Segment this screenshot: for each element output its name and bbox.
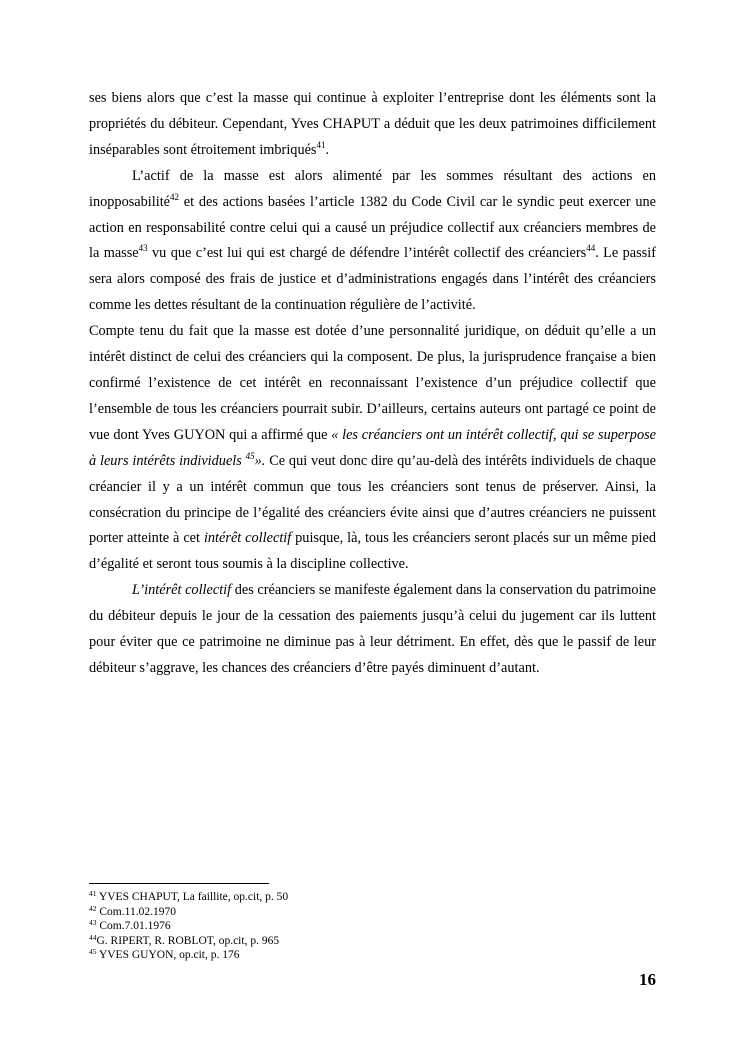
footnote: [89, 890, 656, 905]
text-run: Compte tenu du fait que la masse est dotée d’une personnalité juridique, on déduit qu’elle a un intérêt distinct de celui des créanciers qui la composent. De plus, la jurisprudence française a bien confirmé l’existence de cet intérêt en reconnaissant l’existence d’un préjudice collectif que l’ensemble de tous les créanciers pourrait subir. D’ailleurs, certains auteurs ont partagé ce point de vue dont Yves GUYON qui a affirmé que: [89, 323, 656, 443]
footnote: [89, 934, 656, 949]
text-run: vu que c’est lui qui est chargé de défendre l’intérêt collectif des créanciers: [147, 245, 587, 262]
paragraph: [89, 86, 656, 164]
paragraph: [89, 319, 656, 578]
footnote-number: 41: [89, 889, 97, 898]
footnote-number: 44: [89, 932, 97, 942]
italic-run: « les créanciers ont un intérêt collectif, qui se superpose à leurs intérêts individuels: [89, 426, 657, 469]
footnote-separator: [89, 883, 269, 884]
footnote-text: Com.11.02.1970: [96, 905, 176, 918]
footnote-number: 43: [89, 918, 97, 927]
text-run: .: [325, 141, 330, 158]
footnote-ref: 45: [245, 450, 255, 461]
footnote: [89, 919, 656, 934]
page-body: [89, 86, 656, 682]
italic-run: ».: [254, 452, 266, 469]
footnote-text: G. RIPERT, R. ROBLOT, op.cit, p. 965: [96, 934, 280, 947]
text-run: . Le passif sera alors composé des frais de justice et d’administrations engagés dans l’intérêt des créanciers comme les dettes résultant de la continuation régulière de l’activité.: [89, 245, 656, 314]
footnote-text: YVES CHAPUT, La faillite, op.cit, p. 50: [96, 891, 289, 903]
text-run: ses biens alors que c’est la masse qui continue à exploiter l’entreprise dont les éléments sont la propriétés du débiteur. Cependant, Yves CHAPUT a déduit que les deux patrimoines difficilement inséparables sont étroitement imbriqués: [89, 90, 656, 158]
footnote-list: [89, 890, 656, 963]
text-run: L’actif de la masse est alors alimenté par les sommes résultant des actions en inopposabilité: [89, 167, 656, 210]
text-run: des créanciers se manifeste également dans la conservation du patrimoine du débiteur depuis le jour de la cessation des paiements jusqu’à celui du jugement car ils luttent pour éviter que ce patrimoine ne diminue pas à leur détriment. En effet, dès que le passif de leur débiteur s’aggrave, les chances des créanciers d’être payés diminuent d’autant.: [89, 582, 656, 676]
footnote-number: 45: [89, 947, 97, 956]
footnote: [89, 948, 656, 963]
text-run: puisque, là, tous les créanciers seront placés sur un même pied d’égalité et seront tous soumis à la discipline collective.: [89, 530, 656, 573]
footnote-ref: 44: [586, 243, 596, 254]
footnote-ref: 41: [316, 139, 326, 150]
italic-run: L’intérêt collectif: [132, 582, 232, 599]
footnote-ref: 42: [170, 191, 180, 202]
page-number: 16: [639, 970, 656, 989]
footnote: [89, 905, 656, 920]
italic-run: intérêt collectif: [203, 530, 292, 547]
footnote-ref: 43: [138, 243, 148, 254]
footnotes-section: [89, 883, 656, 963]
paragraph: [89, 578, 656, 682]
footnote-number: 42: [89, 903, 97, 913]
text-run: et des actions basées l’article 1382 du Code Civil car le syndic peut exercer une action en responsabilité contre celui qui a causé un préjudice collectif aux créanciers membres de la masse: [89, 193, 656, 262]
footnote-text: Com.7.01.1976: [96, 920, 171, 932]
paragraph: [89, 164, 656, 319]
footnote-text: YVES GUYON, op.cit, p. 176: [96, 949, 240, 961]
text-run: Ce qui veut donc dire qu’au-delà des intérêts individuels de chaque créancier il y a un intérêt commun que tous les créanciers sont tenus de préserver. Ainsi, la consécration du principe de l’égalité des créanciers évite ainsi que d’autres créanciers ne puissent porter atteinte à cet: [89, 452, 656, 547]
